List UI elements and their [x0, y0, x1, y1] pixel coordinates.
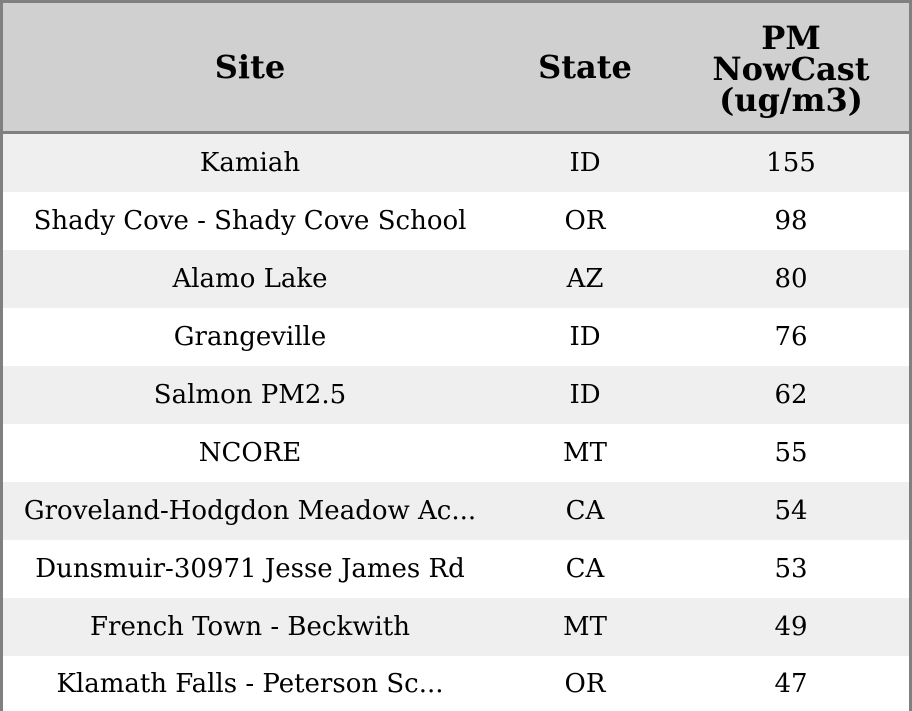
- header-pm-line-1: PM: [761, 18, 821, 57]
- cell-state: OR: [497, 192, 673, 250]
- cell-state: ID: [497, 366, 673, 424]
- table-row: [3, 424, 909, 482]
- cell-pm: 47: [673, 656, 909, 711]
- cell-state: ID: [497, 308, 673, 366]
- cell-site: Alamo Lake: [3, 250, 497, 308]
- cell-pm: 155: [673, 133, 909, 193]
- header-row: [3, 3, 909, 133]
- table-row: [3, 598, 909, 656]
- cell-site: Grangeville: [3, 308, 497, 366]
- cell-pm: 76: [673, 308, 909, 366]
- table-row: [3, 250, 909, 308]
- cell-state: MT: [497, 424, 673, 482]
- cell-site: Shady Cove - Shady Cove School: [3, 192, 497, 250]
- header-pm-line-2: NowCast: [712, 49, 870, 88]
- cell-site: Groveland-Hodgdon Meadow Ac...: [3, 482, 497, 540]
- table-row: [3, 656, 909, 711]
- header-pm-nowcast: [673, 3, 909, 133]
- cell-site: Kamiah: [3, 133, 497, 193]
- table-row: [3, 482, 909, 540]
- cell-state: MT: [497, 598, 673, 656]
- header-state: State: [497, 3, 673, 133]
- cell-state: AZ: [497, 250, 673, 308]
- cell-pm: 54: [673, 482, 909, 540]
- cell-state: CA: [497, 540, 673, 598]
- cell-state: OR: [497, 656, 673, 711]
- cell-pm: 49: [673, 598, 909, 656]
- cell-site: Klamath Falls - Peterson Sc...: [3, 656, 497, 711]
- cell-state: CA: [497, 482, 673, 540]
- table-row: [3, 540, 909, 598]
- cell-pm: 62: [673, 366, 909, 424]
- cell-pm: 98: [673, 192, 909, 250]
- header-site: Site: [3, 3, 497, 133]
- cell-pm: 53: [673, 540, 909, 598]
- table-header: [3, 3, 909, 133]
- cell-pm: 55: [673, 424, 909, 482]
- table-row: [3, 133, 909, 193]
- cell-pm: 80: [673, 250, 909, 308]
- header-pm-line-3: (ug/m3): [719, 80, 863, 119]
- cell-site: Salmon PM2.5: [3, 366, 497, 424]
- cell-site: Dunsmuir-30971 Jesse James Rd: [3, 540, 497, 598]
- cell-site: NCORE: [3, 424, 497, 482]
- air-quality-table: [3, 3, 909, 711]
- table-row: [3, 366, 909, 424]
- cell-site: French Town - Beckwith: [3, 598, 497, 656]
- table-row: [3, 192, 909, 250]
- table-body: [3, 133, 909, 711]
- table-row: [3, 308, 909, 366]
- cell-state: ID: [497, 133, 673, 193]
